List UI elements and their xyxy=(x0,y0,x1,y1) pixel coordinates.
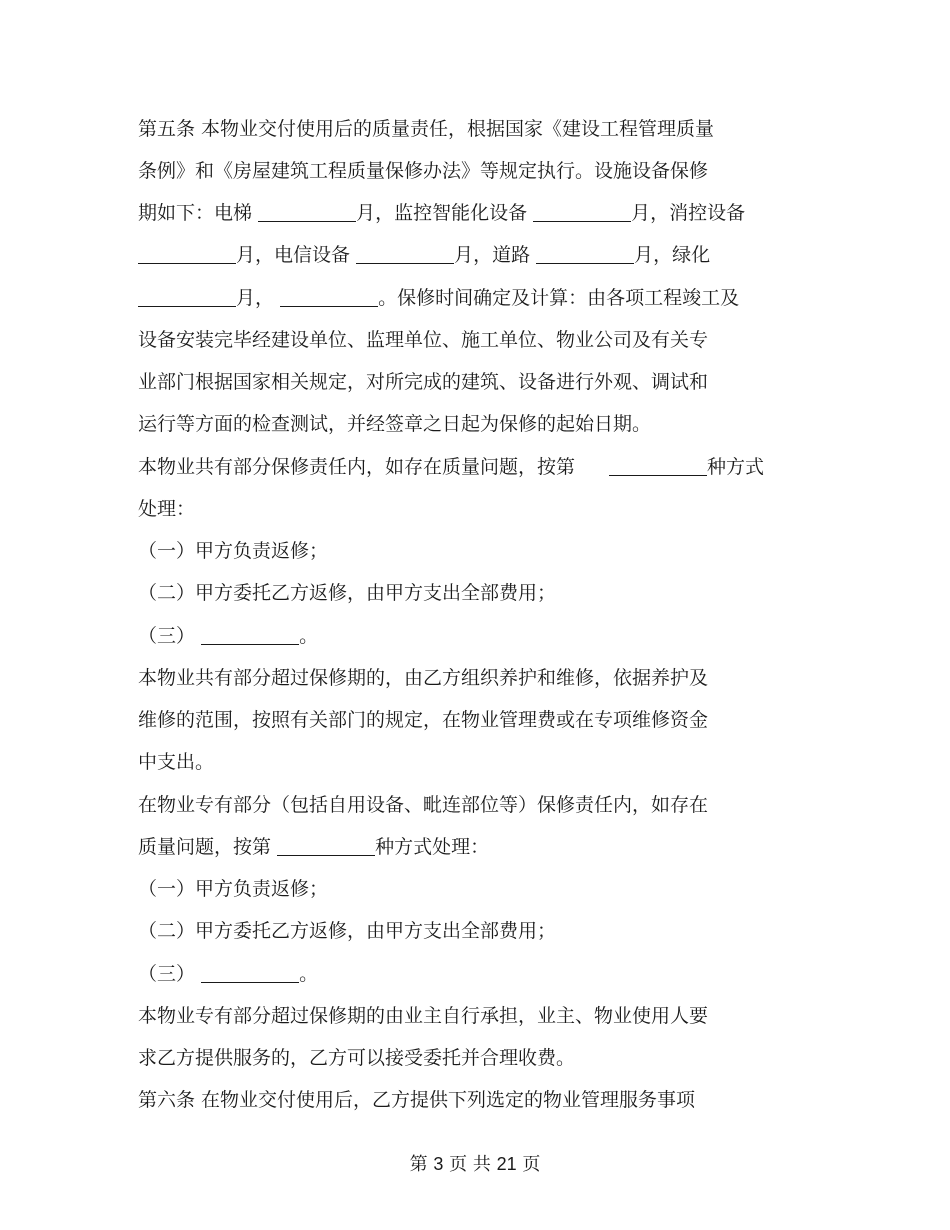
text: 。 xyxy=(299,963,319,985)
article-5-line-3 xyxy=(138,201,745,225)
fill-blank-fire-control xyxy=(138,245,236,264)
private-option-1: （一）甲方负责返修； xyxy=(138,878,329,900)
footer-page-label: 页 xyxy=(449,1154,468,1175)
text: 期如下：电梯 xyxy=(138,202,253,224)
fill-blank-monitoring xyxy=(533,203,631,222)
private-part-line-1: 在物业专有部分（包括自用设备、毗连部位等）保修责任内，如存在 xyxy=(138,794,709,816)
private-expired-line-1: 本物业专有部分超过保修期的由业主自行承担，业主、物业使用人要 xyxy=(138,1005,709,1027)
footer-suffix: 页 xyxy=(522,1154,541,1175)
current-page-number: 3 xyxy=(433,1154,444,1174)
text: 月，绿化 xyxy=(634,244,711,266)
common-part-line-2: 处理： xyxy=(138,498,196,520)
text: 。保修时间确定及计算：由各项工程竣工及 xyxy=(378,287,740,309)
article-5-line-7: 业部门根据国家相关规定，对所完成的建筑、设备进行外观、调试和 xyxy=(138,371,709,393)
fill-blank-private-option-3 xyxy=(201,964,299,983)
article-5-line-1: 第五条 本物业交付使用后的质量责任，根据国家《建设工程管理质量 xyxy=(138,118,715,140)
fill-blank-road xyxy=(536,245,634,264)
fill-blank-private-method xyxy=(277,837,375,856)
text: 月， xyxy=(236,287,275,309)
private-part-line-2 xyxy=(138,835,489,859)
article-5-line-4 xyxy=(138,243,710,267)
text: （三） xyxy=(138,963,196,985)
text: 。 xyxy=(299,625,319,647)
fill-blank-common-option-3 xyxy=(201,626,299,645)
private-expired-line-2: 求乙方提供服务的，乙方可以接受委托并合理收费。 xyxy=(138,1047,576,1069)
total-page-count: 21 xyxy=(496,1154,517,1174)
article-5-line-5 xyxy=(138,286,739,310)
text: 本物业共有部分保修责任内，如存在质量问题，按第 xyxy=(138,456,576,478)
private-option-2: （二）甲方委托乙方返修，由甲方支出全部费用； xyxy=(138,920,557,942)
fill-blank-telecom xyxy=(356,245,454,264)
text: 月，电信设备 xyxy=(236,244,351,266)
common-expired-line-3: 中支出。 xyxy=(138,751,215,773)
text: 种方式 xyxy=(707,456,765,478)
footer-total-label: 共 xyxy=(472,1154,491,1175)
fill-blank-elevator xyxy=(258,203,356,222)
footer-prefix: 第 xyxy=(409,1154,428,1175)
common-expired-line-1: 本物业共有部分超过保修期的，由乙方组织养护和维修，依据养护及 xyxy=(138,667,709,689)
article-5-line-2: 条例》和《房屋建筑工程质量保修办法》等规定执行。设施设备保修 xyxy=(138,160,709,182)
common-option-1: （一）甲方负责返修； xyxy=(138,540,329,562)
text: （三） xyxy=(138,625,196,647)
article-5-line-6: 设备安装完毕经建设单位、监理单位、施工单位、物业公司及有关专 xyxy=(138,329,709,351)
article-5-line-8: 运行等方面的检查测试，并经签章之日起为保修的起始日期。 xyxy=(138,413,652,435)
article-6-line-1: 第六条 在物业交付使用后，乙方提供下列选定的物业管理服务事项 xyxy=(138,1089,696,1111)
text: 质量问题，按第 xyxy=(138,836,272,858)
common-expired-line-2: 维修的范围，按照有关部门的规定，在物业管理费或在专项维修资金 xyxy=(138,709,709,731)
common-option-3 xyxy=(138,624,318,648)
text: 月，消控设备 xyxy=(631,202,746,224)
text: 月，道路 xyxy=(454,244,531,266)
text: 月，监控智能化设备 xyxy=(356,202,528,224)
common-part-line-1 xyxy=(138,455,764,479)
fill-blank-common-method xyxy=(609,457,707,476)
page-footer xyxy=(0,1152,950,1177)
fill-blank-other xyxy=(280,288,378,307)
common-option-2: （二）甲方委托乙方返修，由甲方支出全部费用； xyxy=(138,582,557,604)
fill-blank-greening xyxy=(138,288,236,307)
private-option-3 xyxy=(138,962,318,986)
text: 种方式处理： xyxy=(375,836,490,858)
